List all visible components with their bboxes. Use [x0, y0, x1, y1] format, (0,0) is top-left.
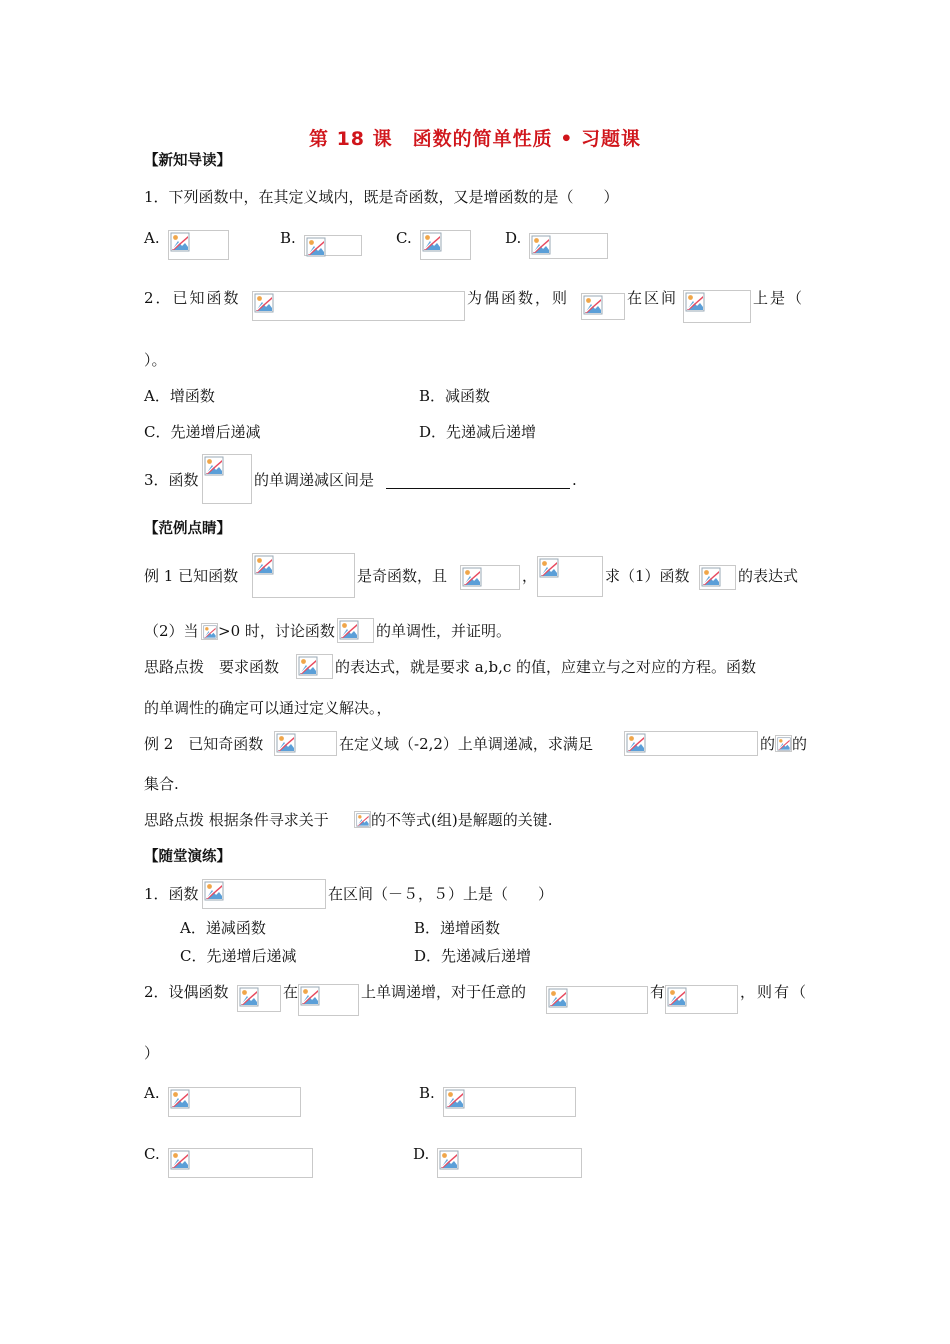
- q1-option-d: D.: [505, 229, 522, 247]
- ex2-text-a: 例 2 已知奇函数: [144, 735, 264, 753]
- answer-blank[interactable]: [386, 474, 570, 489]
- p1-option-a: A．递减函数: [180, 919, 266, 937]
- broken-image-icon: [254, 555, 274, 575]
- p2-option-b: B.: [419, 1084, 435, 1102]
- formula-image: [304, 235, 362, 256]
- formula-image: [168, 1087, 301, 1117]
- broken-image-icon: [539, 558, 559, 578]
- p2-option-d: D.: [413, 1145, 430, 1163]
- broken-image-icon: [170, 1089, 190, 1109]
- broken-image-icon: [701, 567, 721, 587]
- broken-image-icon: [777, 737, 791, 751]
- broken-image-icon: [548, 988, 568, 1008]
- formula-image: [354, 811, 371, 828]
- formula-image: [237, 985, 281, 1012]
- q2-text-a: 2．已知函数: [144, 289, 241, 307]
- ex2-text-b: 在定义域（-2,2）上单调递减，求满足: [339, 735, 593, 753]
- hint2-text-a: 思路点拨 根据条件寻求关于: [144, 811, 329, 829]
- q1-option-c: C.: [396, 229, 412, 247]
- formula-image: [296, 654, 333, 679]
- q2-option-c: C．先递增后递减: [144, 423, 261, 441]
- broken-image-icon: [356, 813, 370, 827]
- formula-image: [274, 731, 337, 756]
- p1-text-a: 1．函数: [144, 885, 199, 903]
- section-heading-practice: 【随堂演练】: [144, 849, 231, 865]
- broken-image-icon: [339, 620, 359, 640]
- broken-image-icon: [685, 292, 705, 312]
- q3-text-a: 3．函数: [144, 471, 199, 489]
- formula-image: [437, 1148, 582, 1178]
- q2-option-d: D．先递减后递增: [419, 423, 537, 441]
- hint1-text-b: 的表达式，就是要求 a,b,c 的值，应建立与之对应的方程。函数: [335, 658, 757, 676]
- q3-text-b: 的单调递减区间是: [254, 471, 375, 489]
- ex2-text-c: 的: [760, 735, 776, 753]
- broken-image-icon: [583, 295, 603, 315]
- broken-image-icon: [422, 232, 442, 252]
- ex1-text-d: 求（1）函数: [605, 567, 690, 585]
- p2-text-f: ）: [144, 1044, 160, 1062]
- ex1-text-a: 例 1 已知函数: [144, 567, 239, 585]
- p1-text-b: 在区间（－５，５）上是（ ）: [328, 885, 554, 903]
- broken-image-icon: [445, 1089, 465, 1109]
- ex1-text-c: ，: [522, 567, 538, 585]
- formula-image: [201, 623, 218, 640]
- q1-option-a: A.: [144, 229, 160, 247]
- p1-option-d: D．先递减后递增: [414, 947, 532, 965]
- formula-image: [460, 565, 520, 590]
- broken-image-icon: [170, 232, 190, 252]
- formula-image: [168, 230, 229, 260]
- q2-option-a: A．增函数: [144, 387, 215, 405]
- q2-option-b: B．减函数: [419, 387, 491, 405]
- p2-text-b: 在: [283, 983, 299, 1001]
- broken-image-icon: [462, 567, 482, 587]
- p1-option-c: C．先递增后递减: [180, 947, 297, 965]
- formula-image: [298, 984, 359, 1016]
- formula-image: [202, 879, 326, 909]
- section-heading-examples: 【范例点睛】: [144, 521, 231, 537]
- formula-image: [443, 1087, 576, 1117]
- page-title: 第 18 课 函数的简单性质 • 习题课: [308, 128, 642, 150]
- q1-text: 1．下列函数中，在其定义域内，既是奇函数，又是增函数的是（ ）: [144, 188, 619, 206]
- formula-image: [537, 556, 603, 597]
- hint1-text-c: 的单调性的确定可以通过定义解决。，: [144, 699, 392, 717]
- broken-image-icon: [300, 986, 320, 1006]
- ex1-text-e: 的表达式: [738, 567, 799, 585]
- formula-image: [337, 618, 374, 643]
- broken-image-icon: [276, 733, 296, 753]
- p2-option-a: A.: [144, 1084, 160, 1102]
- broken-image-icon: [204, 456, 224, 476]
- q2-text-b: 为偶函数，则: [467, 289, 570, 307]
- broken-image-icon: [203, 625, 217, 639]
- section-heading-new-knowledge: 【新知导读】: [144, 153, 231, 169]
- p2-text-c: 上单调递增，对于任意的: [361, 983, 527, 1001]
- p2-text-d: 有: [650, 983, 666, 1001]
- formula-image: [420, 230, 471, 260]
- formula-image: [252, 553, 355, 598]
- formula-image: [683, 290, 751, 323]
- q2-text-c: 在区间: [627, 289, 679, 307]
- ex2-text-e: 集合.: [144, 775, 179, 793]
- formula-image: [775, 735, 792, 752]
- p2-text-a: 2．设偶函数: [144, 983, 229, 1001]
- ex1-text-g: >0 时，讨论函数: [218, 622, 335, 640]
- p2-text-e: ，则有（: [740, 983, 809, 1001]
- formula-image: [665, 985, 738, 1014]
- formula-image: [581, 293, 625, 320]
- formula-image: [699, 565, 736, 590]
- q2-text-e: ）。: [144, 351, 167, 369]
- broken-image-icon: [306, 237, 326, 257]
- broken-image-icon: [439, 1150, 459, 1170]
- broken-image-icon: [667, 987, 687, 1007]
- formula-image: [624, 731, 758, 756]
- broken-image-icon: [170, 1150, 190, 1170]
- broken-image-icon: [626, 733, 646, 753]
- broken-image-icon: [204, 881, 224, 901]
- broken-image-icon: [298, 656, 318, 676]
- broken-image-icon: [531, 235, 551, 255]
- ex1-text-f: （2）当: [144, 622, 199, 640]
- p1-option-b: B．递增函数: [414, 919, 501, 937]
- formula-image: [252, 291, 465, 321]
- broken-image-icon: [239, 987, 259, 1007]
- formula-image: [546, 986, 648, 1014]
- q3-text-c: .: [572, 471, 577, 489]
- ex2-text-d: 的: [792, 735, 808, 753]
- hint1-text-a: 思路点拨 要求函数: [144, 658, 280, 676]
- formula-image: [529, 233, 608, 259]
- broken-image-icon: [254, 293, 274, 313]
- formula-image: [202, 454, 252, 504]
- q2-text-d: 上是（: [753, 289, 805, 307]
- p2-option-c: C.: [144, 1145, 160, 1163]
- hint2-text-b: 的不等式(组)是解题的关键.: [371, 811, 553, 829]
- formula-image: [168, 1148, 313, 1178]
- ex1-text-h: 的单调性，并证明。: [376, 622, 512, 640]
- ex1-text-b: 是奇函数，且: [357, 567, 448, 585]
- q1-option-b: B.: [280, 229, 296, 247]
